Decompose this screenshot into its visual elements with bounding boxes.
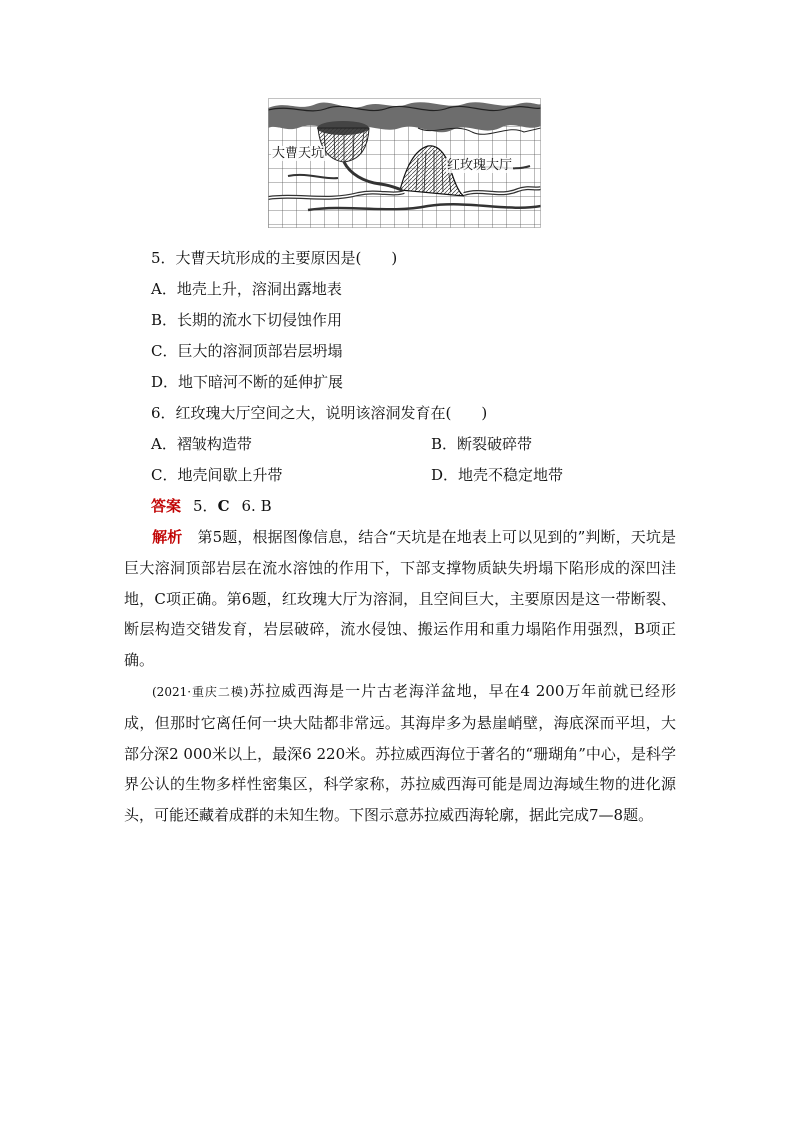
question-6-option-b: B．断裂破碎带 bbox=[431, 435, 533, 453]
analysis-label: 解析 bbox=[152, 528, 183, 546]
question-6-option-c: C．地壳间歇上升带 bbox=[151, 466, 283, 484]
question-6-stem: 6．红玫瑰大厅空间之大，说明该溶洞发育在( ) bbox=[151, 404, 488, 422]
question-6-option-d: D．地壳不稳定地带 bbox=[431, 466, 564, 484]
question-5-option-a: A．地壳上升，溶洞出露地表 bbox=[151, 280, 342, 298]
question-6-option-a: A．褶皱构造带 bbox=[151, 435, 252, 453]
question-5-stem: 5．大曹天坑形成的主要原因是( ) bbox=[151, 249, 398, 267]
question-5-option-b: B．长期的流水下切侵蚀作用 bbox=[151, 311, 343, 329]
answer-q6: 6. B bbox=[241, 497, 272, 515]
question-5-option-c: C．巨大的溶洞顶部岩层坍塌 bbox=[151, 342, 343, 360]
analysis-text: 第5题，根据图像信息，结合“天坑是在地表上可以见到的”判断，天坑是巨大溶洞顶部岩层在流水溶蚀的作用下，下部支撑物质缺失坍塌下陷形成的深凹洼地，C项正确。第6题，红玫瑰大厅为溶洞，且空间巨大，主要原因是这一带断裂、断层构造交错发育，岩层破碎，流水侵蚀、搬运作用和重力塌陷作用强烈，B项正确。 bbox=[124, 528, 676, 670]
question-5-option-d: D．地下暗河不断的延伸扩展 bbox=[151, 373, 344, 391]
sinkhole-label: 大曹天坑 bbox=[272, 146, 325, 161]
answer-q5-value: C bbox=[217, 497, 230, 515]
answer-label: 答案 bbox=[151, 497, 182, 515]
passage-text: 苏拉威西海是一片古老海洋盆地，早在4 200万年前就已经形成，但那时它离任何一块大陆都非常远。其海岸多为悬崖峭壁，海底深而平坦，大部分深2 000米以上，最深6 220米。苏拉威西海位于著名的“珊瑚角”中心，是科学界公认的生物多样性密集区，科学家称，苏拉威西海可能是周边海域生物的进化源头，可能还藏着成群的未知生物。下图示意苏拉威西海轮廓，据此完成7—8题。 bbox=[124, 682, 676, 825]
answer-q5-number: 5． bbox=[193, 497, 218, 515]
analysis-paragraph bbox=[124, 522, 676, 676]
passage-source: (2021·重庆二模) bbox=[152, 685, 249, 699]
karst-cave-figure bbox=[268, 98, 541, 228]
answer-line bbox=[151, 496, 272, 516]
answer-q5 bbox=[193, 497, 230, 515]
cave-hall-label: 红玫瑰大厅 bbox=[447, 158, 513, 173]
passage-paragraph bbox=[124, 676, 676, 831]
